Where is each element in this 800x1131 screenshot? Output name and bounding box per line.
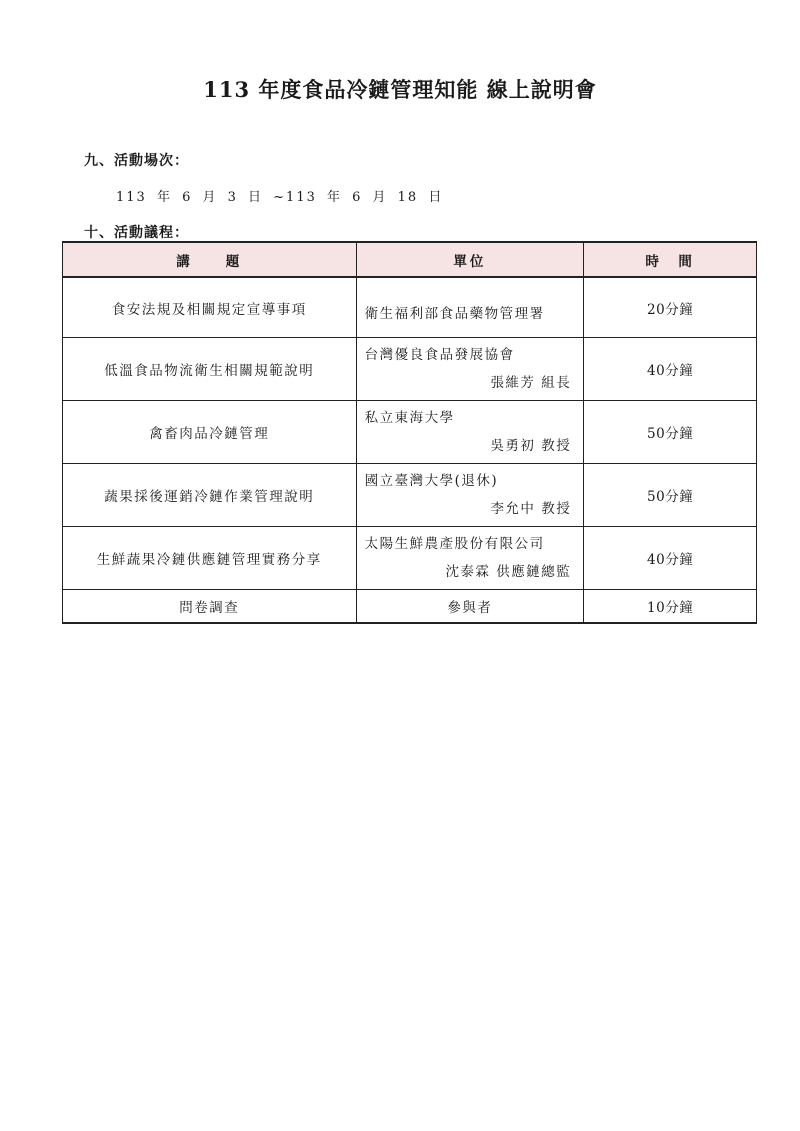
organization-cell — [356, 338, 584, 401]
table-row — [63, 590, 757, 624]
organization-cell — [356, 277, 584, 338]
organization-name: 私立東海大學 — [364, 410, 455, 426]
time-cell: 40分鐘 — [584, 527, 757, 590]
section-heading-agenda: 十、活動議程： — [84, 225, 189, 241]
table-row — [63, 277, 757, 338]
topic-cell: 蔬果採後運銷冷鏈作業管理說明 — [63, 464, 357, 527]
section-heading-schedule: 九、活動場次： — [84, 153, 189, 169]
column-header-time: 時 間 — [584, 242, 757, 277]
organization-cell — [356, 401, 584, 464]
organization-name: 太陽生鮮農產股份有限公司 — [364, 536, 545, 552]
table-row — [63, 338, 757, 401]
speaker-name: 張維芳 組長 — [490, 375, 572, 391]
table-row — [63, 464, 757, 527]
agenda-table — [62, 241, 757, 624]
event-date-range: 113 年 6 月 3 日 ~113 年 6 月 18 日 — [116, 190, 444, 205]
organization-name: 國立臺灣大學(退休) — [364, 473, 499, 489]
column-header-topic: 講 題 — [63, 242, 357, 277]
organization-cell — [356, 464, 584, 527]
topic-cell: 食安法規及相關規定宣導事項 — [63, 277, 357, 338]
organization-cell — [356, 527, 584, 590]
topic-cell: 禽畜肉品冷鏈管理 — [63, 401, 357, 464]
table-header-row — [63, 242, 757, 277]
speaker-name: 沈泰霖 供應鏈總監 — [445, 564, 572, 580]
table-row — [63, 401, 757, 464]
topic-cell: 低溫食品物流衛生相關規範說明 — [63, 338, 357, 401]
time-cell: 20分鐘 — [584, 277, 757, 338]
time-cell: 50分鐘 — [584, 401, 757, 464]
organization-name: 台灣優良食品發展協會 — [364, 347, 515, 363]
time-cell: 50分鐘 — [584, 464, 757, 527]
topic-cell: 問卷調查 — [63, 590, 357, 624]
column-header-organization: 單位 — [356, 242, 584, 277]
organization-cell: 參與者 — [356, 590, 584, 624]
organization-name: 衛生福利部食品藥物管理署 — [364, 305, 545, 322]
topic-cell: 生鮮蔬果冷鏈供應鏈管理實務分享 — [63, 527, 357, 590]
page-title: 113 年度食品冷鏈管理知能 線上說明會 — [203, 77, 597, 102]
time-cell: 10分鐘 — [584, 590, 757, 624]
speaker-name: 吳勇初 教授 — [490, 438, 572, 454]
speaker-name: 李允中 教授 — [490, 501, 572, 517]
table-row — [63, 527, 757, 590]
time-cell: 40分鐘 — [584, 338, 757, 401]
